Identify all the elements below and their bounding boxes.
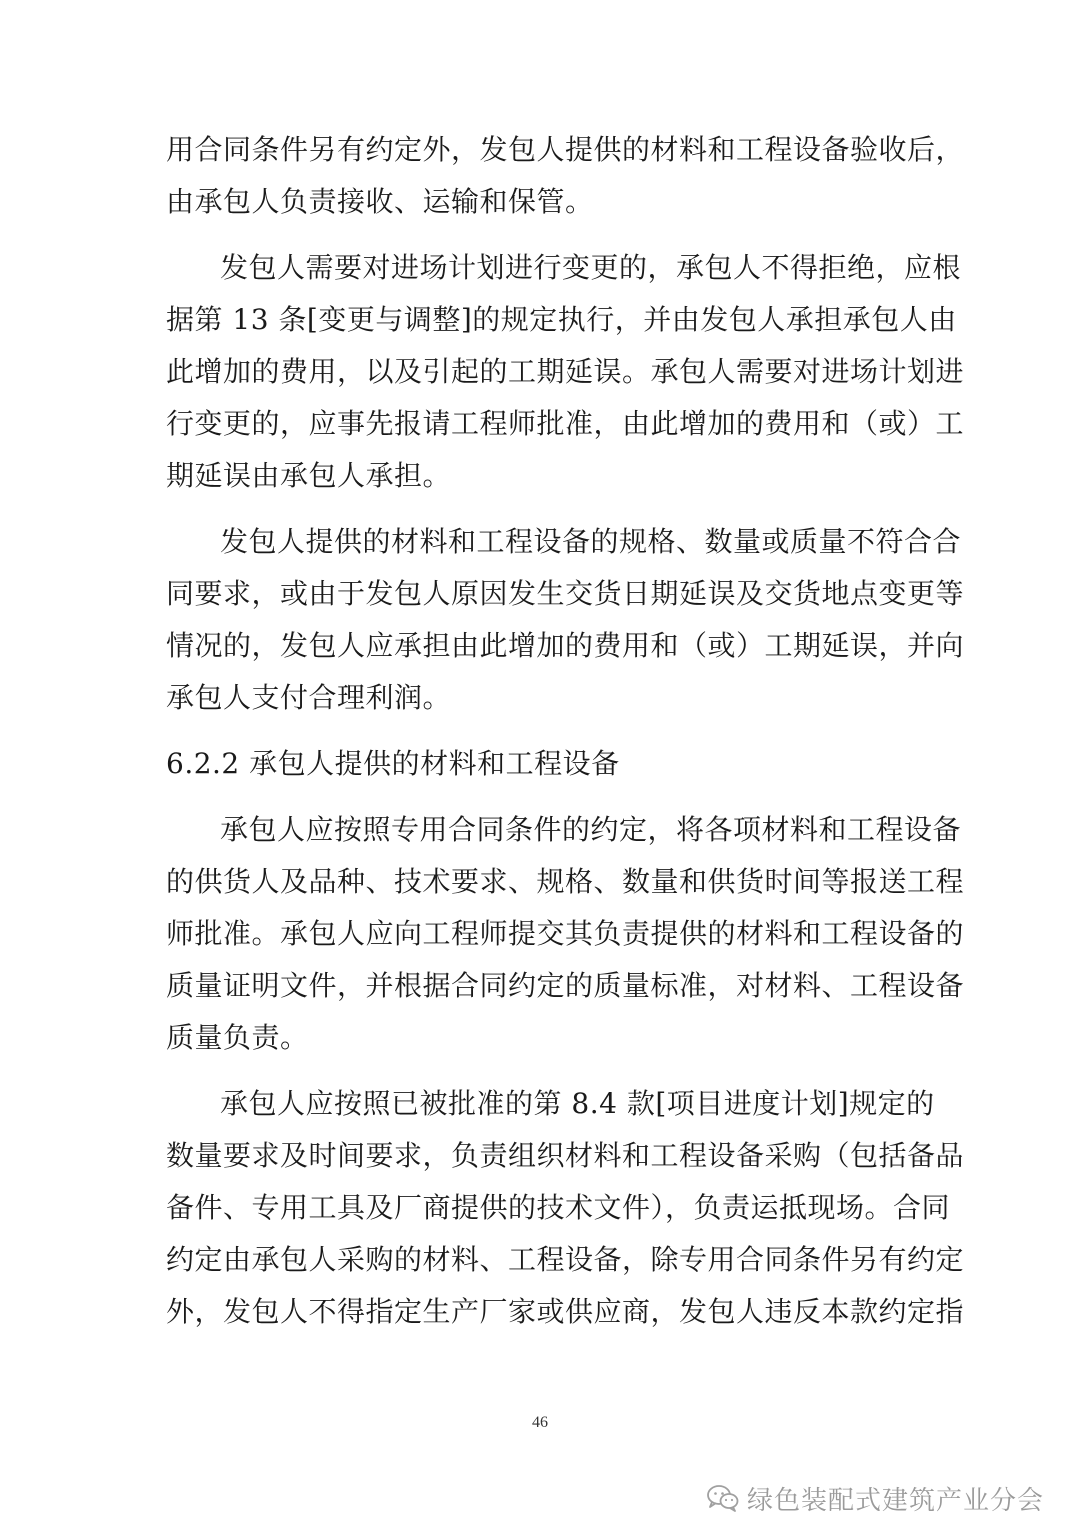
paragraph-line: 发包人需要对进场计划进行变更的，承包人不得拒绝，应根 — [220, 251, 962, 284]
paragraph-line: 数量要求及时间要求，负责组织材料和工程设备采购（包括备品 — [166, 1139, 965, 1172]
page-number: 46 — [532, 1414, 548, 1431]
paragraph-line: 师批准。承包人应向工程师提交其负责提供的材料和工程设备的 — [166, 917, 965, 950]
paragraph-line: 由承包人负责接收、运输和保管。 — [166, 185, 594, 218]
paragraph-line: 用合同条件另有约定外，发包人提供的材料和工程设备验收后， — [166, 133, 965, 166]
paragraph-line: 发包人提供的材料和工程设备的规格、数量或质量不符合合 — [220, 525, 962, 558]
paragraph-line: 行变更的，应事先报请工程师批准，由此增加的费用和（或）工 — [166, 407, 965, 440]
section-heading: 6.2.2 承包人提供的材料和工程设备 — [166, 747, 620, 780]
paragraph-line: 据第 13 条[变更与调整]的规定执行，并由发包人承担承包人由 — [166, 303, 957, 336]
paragraph-line: 情况的，发包人应承担由此增加的费用和（或）工期延误，并向 — [166, 629, 965, 662]
paragraph-line: 的供货人及品种、技术要求、规格、数量和供货时间等报送工程 — [166, 865, 965, 898]
paragraph-line: 承包人支付合理利润。 — [166, 681, 452, 714]
paragraph-line: 备件、专用工具及厂商提供的技术文件），负责运抵现场。合同 — [166, 1191, 951, 1224]
paragraph-line: 质量负责。 — [166, 1021, 309, 1054]
wechat-icon — [707, 1484, 739, 1512]
paragraph-line: 期延误由承包人承担。 — [166, 459, 452, 492]
watermark — [707, 1478, 1044, 1518]
paragraph-line: 同要求，或由于发包人原因发生交货日期延误及交货地点变更等 — [166, 577, 965, 610]
paragraph-line: 承包人应按照已被批准的第 8.4 款[项目进度计划]规定的 — [220, 1087, 935, 1120]
paragraph-line: 约定由承包人采购的材料、工程设备，除专用合同条件另有约定 — [166, 1243, 965, 1276]
paragraph-line: 质量证明文件，并根据合同约定的质量标准，对材料、工程设备 — [166, 969, 965, 1002]
paragraph-line: 此增加的费用，以及引起的工期延误。承包人需要对进场计划进 — [166, 355, 965, 388]
paragraph-line: 外，发包人不得指定生产厂家或供应商，发包人违反本款约定指 — [166, 1295, 965, 1328]
watermark-text: 绿色装配式建筑产业分会 — [746, 1485, 1044, 1516]
paragraph-line: 承包人应按照专用合同条件的约定，将各项材料和工程设备 — [220, 813, 962, 846]
